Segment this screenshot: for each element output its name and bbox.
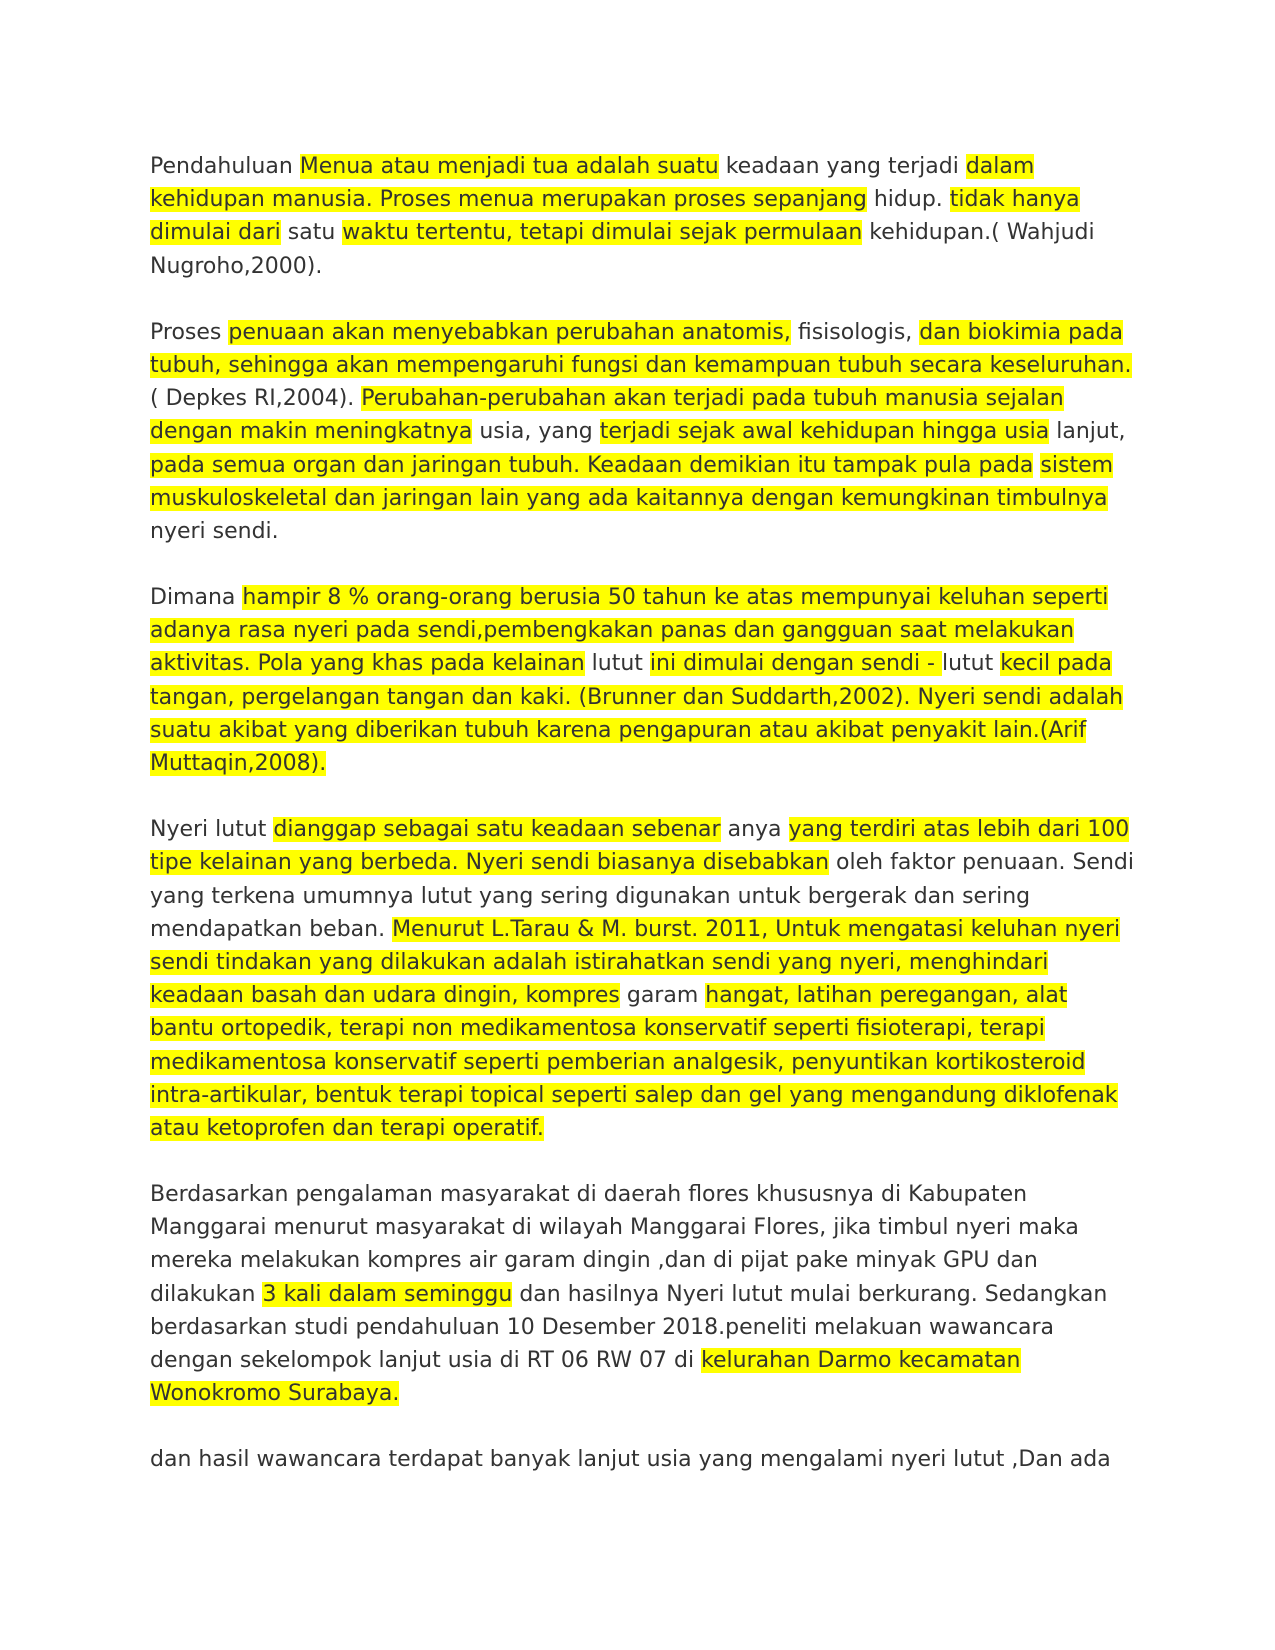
text-line xyxy=(150,515,1130,548)
text-run: mereka melakukan kompres air garam dingin ,dan di pijat pake minyak GPU dan xyxy=(150,1248,1038,1274)
text-line xyxy=(150,382,1130,415)
highlighted-text: adanya rasa nyeri pada sendi,pembengkakan panas dan gangguan saat melakukan xyxy=(150,618,1075,644)
highlighted-text: waktu tertentu, tetapi dimulai sejak permulaan xyxy=(342,220,863,246)
text-run: dengan sekelompok lanjut usia di RT 06 RW 07 di xyxy=(150,1348,702,1373)
highlighted-text: terjadi sejak awal kehidupan hingga usia xyxy=(599,419,1050,445)
highlighted-text: dianggap sebagai satu keadaan sebenar xyxy=(273,817,721,843)
highlighted-text: suatu akibat yang diberikan tubuh karena pengapuran atau akibat penyakit lain.(Arif xyxy=(150,717,1087,743)
text-line xyxy=(150,1211,1130,1244)
paragraph xyxy=(150,150,1130,283)
text-run: dan hasil wawancara terdapat banyak lanjut usia yang mengalami nyeri lutut ,Dan ada xyxy=(150,1447,1111,1473)
highlighted-text: tidak hanya xyxy=(949,187,1080,213)
highlighted-text: penuaan akan menyebabkan perubahan anatomis, xyxy=(228,319,791,345)
document-body xyxy=(150,150,1134,1510)
text-line xyxy=(150,482,1130,515)
text-run: satu xyxy=(280,220,343,246)
text-line xyxy=(150,349,1130,382)
text-line xyxy=(150,316,1130,349)
text-run: mendapatkan beban. xyxy=(150,916,393,942)
highlighted-text: dengan makin meningkatnya xyxy=(150,419,473,445)
text-line xyxy=(150,913,1130,946)
text-line xyxy=(150,1079,1130,1112)
text-line xyxy=(150,183,1130,216)
highlighted-text: dimulai dari xyxy=(150,220,281,246)
text-run: kehidupan.( Wahjudi xyxy=(862,220,1095,246)
paragraph xyxy=(150,1443,1130,1476)
text-line xyxy=(150,1244,1130,1277)
highlighted-text: dalam xyxy=(965,154,1035,179)
text-run: Proses xyxy=(150,319,229,345)
text-line xyxy=(150,216,1130,249)
highlighted-text: hangat, latihan peregangan, alat xyxy=(705,983,1068,1009)
text-line xyxy=(150,1112,1130,1145)
text-line xyxy=(150,415,1130,448)
text-line xyxy=(150,1046,1130,1079)
text-run: fisisologis, xyxy=(790,319,920,345)
highlighted-text: muskuloskeletal dan jaringan lain yang ada kaitannya dengan kemungkinan timbulnya xyxy=(150,485,1108,511)
text-run: anya xyxy=(720,817,789,843)
text-run: Berdasarkan pengalaman masyarakat di daerah flores khususnya di Kabupaten xyxy=(150,1182,1028,1208)
highlighted-text: tipe kelainan yang berbeda. Nyeri sendi biasanya disebabkan xyxy=(150,850,830,876)
paragraph xyxy=(150,1178,1130,1410)
text-line xyxy=(150,614,1130,647)
text-run: hidup. xyxy=(866,187,950,213)
highlighted-text: medikamentosa konservatif seperti pemberian analgesik, penyuntikan kortikosteroid xyxy=(150,1049,1086,1075)
paragraph xyxy=(150,581,1130,780)
text-line xyxy=(150,946,1130,979)
highlighted-text: sendi tindakan yang dilakukan adalah istirahatkan sendi yang nyeri, menghindari xyxy=(150,949,1049,975)
text-line xyxy=(150,647,1130,680)
text-run: Nyeri lutut xyxy=(150,817,274,843)
text-line xyxy=(150,880,1130,913)
highlighted-text: sistem xyxy=(1040,452,1114,478)
text-run: Manggarai menurut masyarakat di wilayah Manggarai Flores, jika timbul nyeri maka xyxy=(150,1215,1079,1241)
highlighted-text: pada semua organ dan jaringan tubuh. Keadaan demikian itu tampak pula pada xyxy=(150,452,1034,478)
text-run: lutut xyxy=(942,651,1001,677)
highlighted-text: atau ketoprofen dan terapi operatif. xyxy=(150,1115,544,1141)
text-line xyxy=(150,714,1130,747)
text-run: Nugroho,2000). xyxy=(150,253,323,279)
highlighted-text: intra-artikular, bentuk terapi topical seperti salep dan gel yang mengandung diklofenak xyxy=(150,1082,1118,1108)
highlighted-text: kehidupan manusia. Proses menua merupakan proses sepanjang xyxy=(150,187,867,213)
highlighted-text: Perubahan-perubahan akan terjadi pada tubuh manusia sejalan xyxy=(361,386,1064,412)
highlighted-text: Wonokromo Surabaya. xyxy=(150,1381,400,1407)
text-run: ( Depkes RI,2004). xyxy=(150,386,362,412)
highlighted-text: Menurut L.Tarau & M. burst. 2011, Untuk mengatasi keluhan nyeri xyxy=(392,916,1121,942)
text-run: yang terkena umumnya lutut yang sering digunakan untuk bergerak dan sering xyxy=(150,883,1031,909)
highlighted-text: Muttaqin,2008). xyxy=(150,751,327,776)
text-run: nyeri sendi. xyxy=(150,518,279,544)
highlighted-text: 3 kali dalam seminggu xyxy=(262,1281,513,1307)
text-run: Pendahuluan xyxy=(150,154,300,179)
highlighted-text: tangan, pergelangan tangan dan kaki. (Brunner dan Suddarth,2002). Nyeri sendi adalah xyxy=(150,684,1124,710)
highlighted-text: tubuh, sehingga akan mempengaruhi fungsi dan kemampuan tubuh secara keseluruhan. xyxy=(150,352,1132,378)
text-line xyxy=(150,846,1134,879)
text-line xyxy=(150,747,1130,780)
text-line xyxy=(150,1178,1130,1211)
text-line xyxy=(150,1344,1130,1377)
text-line xyxy=(150,813,1130,846)
text-line xyxy=(150,1311,1130,1344)
highlighted-text: kelurahan Darmo kecamatan xyxy=(701,1348,1021,1373)
text-line xyxy=(150,681,1130,714)
highlighted-text: yang terdiri atas lebih dari 100 xyxy=(788,817,1130,843)
text-run: lutut xyxy=(584,651,650,677)
text-run: oleh faktor penuaan. Sendi xyxy=(829,850,1134,876)
highlighted-text: kecil pada xyxy=(1000,651,1112,677)
text-line xyxy=(150,1278,1130,1311)
text-run: berdasarkan studi pendahuluan 10 Desember 2018.peneliti melakuan wawancara xyxy=(150,1314,1055,1340)
highlighted-text: keadaan basah dan udara dingin, kompres xyxy=(150,983,620,1009)
text-run: Dimana xyxy=(150,585,243,611)
text-line xyxy=(150,1443,1130,1476)
highlighted-text: Menua atau menjadi tua adalah suatu xyxy=(299,154,719,179)
highlighted-text: bantu ortopedik, terapi non medikamentosa konservatif seperti fisioterapi, terapi xyxy=(150,1016,1045,1042)
text-run: usia, yang xyxy=(472,419,600,445)
text-line xyxy=(150,150,1130,183)
text-run: lanjut, xyxy=(1049,419,1126,445)
paragraph xyxy=(150,316,1130,548)
text-run: dilakukan xyxy=(150,1281,263,1307)
text-line xyxy=(150,449,1130,482)
paragraph xyxy=(150,813,1134,1145)
highlighted-text: ini dimulai dengan sendi - xyxy=(649,651,942,677)
highlighted-text: hampir 8 % orang-orang berusia 50 tahun ke atas mempunyai keluhan seperti xyxy=(242,585,1109,611)
text-line xyxy=(150,979,1130,1012)
text-run: dan hasilnya Nyeri lutut mulai berkurang. Sedangkan xyxy=(512,1281,1108,1307)
text-line xyxy=(150,1012,1130,1045)
text-line xyxy=(150,1377,1130,1410)
text-line xyxy=(150,250,1130,283)
highlighted-text: aktivitas. Pola yang khas pada kelainan xyxy=(150,651,585,677)
text-run: keadaan yang terjadi xyxy=(718,154,966,179)
highlighted-text: dan biokimia pada xyxy=(919,319,1123,345)
text-run: garam xyxy=(619,983,706,1009)
text-line xyxy=(150,581,1130,614)
